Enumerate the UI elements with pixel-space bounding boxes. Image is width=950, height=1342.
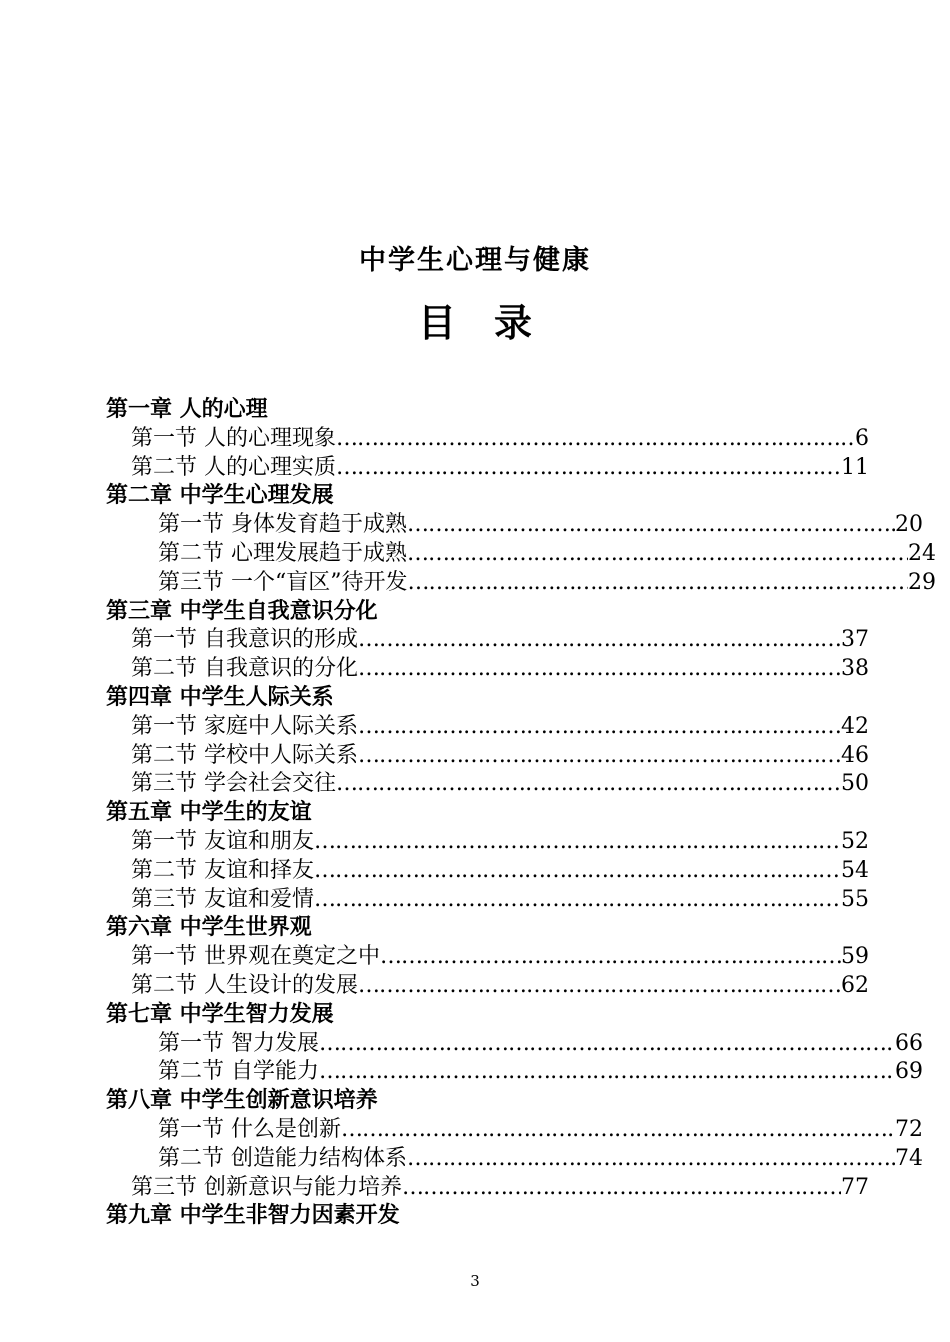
- toc-entry[interactable]: [0, 1030, 923, 1059]
- toc-entry[interactable]: [0, 1058, 923, 1087]
- page-ref: 6: [855, 425, 869, 451]
- section-title: 第一节 身体发育趋于成熟: [158, 512, 407, 538]
- toc-entry[interactable]: [0, 742, 869, 771]
- page-ref: 42: [841, 713, 869, 739]
- chapter-5-heading: 第五章 中学生的友谊: [106, 800, 312, 826]
- page-ref: 50: [841, 771, 869, 797]
- dot-leader: [358, 742, 841, 771]
- dot-leader: [319, 1030, 895, 1059]
- page-ref: 24: [908, 540, 936, 566]
- page-ref: 20: [895, 512, 923, 538]
- page-ref: 54: [841, 857, 869, 883]
- toc-entry[interactable]: [0, 713, 869, 742]
- dot-leader: [380, 943, 841, 972]
- dot-leader: [358, 626, 841, 655]
- toc-entry[interactable]: [0, 1174, 869, 1203]
- chapter-2-heading: 第二章 中学生心理发展: [106, 483, 334, 509]
- section-title: 第一节 人的心理现象: [131, 425, 336, 451]
- toc-entry[interactable]: [0, 540, 936, 569]
- toc-entry[interactable]: [0, 886, 869, 915]
- dot-leader: [408, 569, 909, 598]
- page-number: 3: [470, 1272, 480, 1290]
- chapter-3-heading: 第三章 中学生自我意识分化: [106, 598, 378, 624]
- section-title: 第二节 创造能力结构体系: [158, 1145, 407, 1171]
- dot-leader: [341, 1116, 895, 1145]
- page-ref: 59: [841, 944, 869, 970]
- dot-leader: [402, 1174, 841, 1203]
- dot-leader: [314, 857, 841, 886]
- section-title: 第一节 世界观在奠定之中: [131, 944, 380, 970]
- section-title: 第三节 友谊和爱情: [131, 886, 314, 912]
- toc-entry[interactable]: [0, 425, 869, 454]
- toc-entry[interactable]: [0, 655, 869, 684]
- page-ref: 77: [841, 1174, 869, 1200]
- dot-leader: [407, 511, 895, 540]
- page-ref: 11: [841, 454, 869, 480]
- dot-leader: [336, 425, 855, 454]
- section-title: 第一节 自我意识的形成: [131, 627, 358, 653]
- section-title: 第三节 学会社会交往: [131, 771, 336, 797]
- dot-leader: [336, 454, 841, 483]
- section-title: 第一节 家庭中人际关系: [131, 713, 358, 739]
- dot-leader: [314, 886, 841, 915]
- section-title: 第二节 心理发展趋于成熟: [158, 540, 407, 566]
- chapter-9-heading: 第九章 中学生非智力因素开发: [106, 1203, 400, 1229]
- page-ref: 38: [841, 656, 869, 682]
- dot-leader: [358, 972, 841, 1001]
- toc-entry[interactable]: [0, 943, 869, 972]
- section-title: 第二节 学校中人际关系: [131, 742, 358, 768]
- page-ref: 37: [841, 627, 869, 653]
- page-ref: 29: [908, 569, 936, 595]
- toc-heading: 目 录: [417, 301, 532, 345]
- page-ref: 46: [841, 742, 869, 768]
- document-title: 中学生心理与健康: [359, 245, 591, 276]
- section-title: 第二节 人生设计的发展: [131, 972, 358, 998]
- page-ref: 55: [841, 886, 869, 912]
- toc-entry[interactable]: [0, 828, 869, 857]
- page-ref: 52: [841, 828, 869, 854]
- dot-leader: [407, 1145, 895, 1174]
- dot-leader: [358, 655, 841, 684]
- toc-entry[interactable]: [0, 626, 869, 655]
- dot-leader: [314, 828, 841, 857]
- table-of-contents: [0, 396, 950, 1231]
- toc-entry[interactable]: [0, 569, 936, 598]
- toc-entry[interactable]: [0, 1145, 923, 1174]
- chapter-6-heading: 第六章 中学生世界观: [106, 915, 312, 941]
- toc-entry[interactable]: [0, 972, 869, 1001]
- section-title: 第三节 一个“盲区”待开发: [158, 569, 408, 595]
- dot-leader: [336, 770, 841, 799]
- toc-entry[interactable]: [0, 770, 869, 799]
- section-title: 第一节 友谊和朋友: [131, 828, 314, 854]
- toc-entry[interactable]: [0, 1116, 923, 1145]
- chapter-4-heading: 第四章 中学生人际关系: [106, 684, 334, 710]
- chapter-1-heading: 第一章 人的心理: [106, 397, 268, 422]
- dot-leader: [407, 540, 908, 569]
- toc-entry[interactable]: [0, 857, 869, 886]
- chapter-8-heading: 第八章 中学生创新意识培养: [106, 1088, 378, 1114]
- page-ref: 62: [841, 972, 869, 998]
- dot-leader: [358, 713, 841, 742]
- page-ref: 72: [895, 1116, 923, 1142]
- dot-leader: [319, 1058, 895, 1087]
- section-title: 第二节 友谊和择友: [131, 857, 314, 883]
- section-title: 第三节 创新意识与能力培养: [131, 1174, 402, 1200]
- section-title: 第二节 自学能力: [158, 1059, 319, 1085]
- chapter-7-heading: 第七章 中学生智力发展: [106, 1001, 334, 1027]
- section-title: 第一节 什么是创新: [158, 1116, 341, 1142]
- section-title: 第二节 人的心理实质: [131, 454, 336, 480]
- toc-entry[interactable]: [0, 454, 869, 483]
- page-ref: 74: [895, 1145, 923, 1171]
- toc-entry[interactable]: [0, 511, 923, 540]
- section-title: 第一节 智力发展: [158, 1030, 319, 1056]
- page-ref: 66: [895, 1030, 923, 1056]
- section-title: 第二节 自我意识的分化: [131, 656, 358, 682]
- page-ref: 69: [895, 1059, 923, 1085]
